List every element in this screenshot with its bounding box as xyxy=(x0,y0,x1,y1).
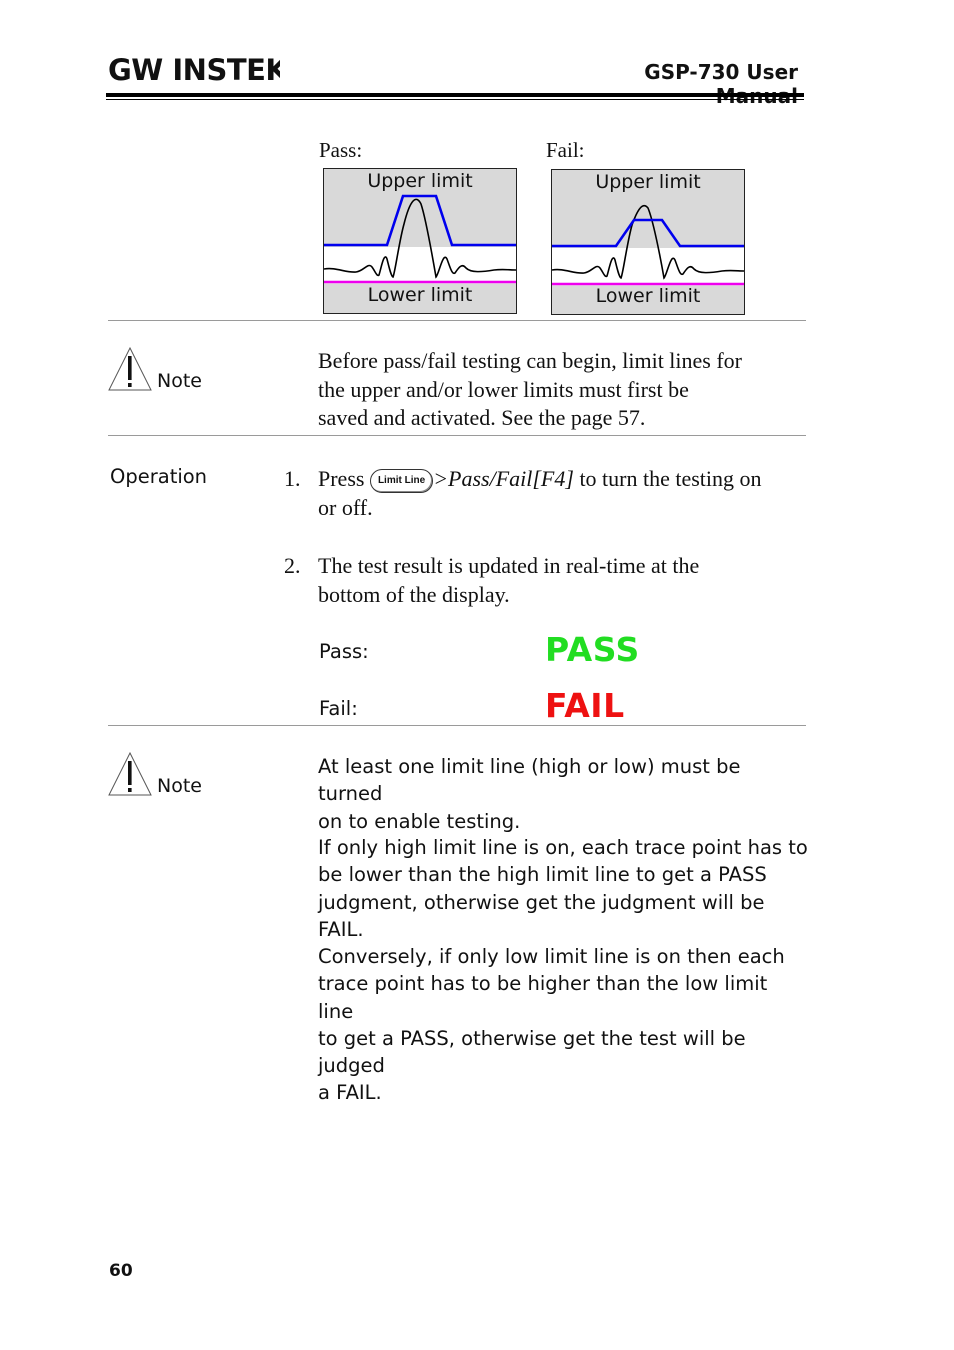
fail-limit-diagram xyxy=(551,169,745,315)
step2-line: bottom of the display. xyxy=(318,581,510,607)
step1-line2: or off. xyxy=(318,495,373,520)
note2-line: trace point has to be higher than the low limit line xyxy=(318,972,768,1023)
note2-para1 xyxy=(318,753,808,835)
fail-diagram-label: Fail: xyxy=(546,138,585,162)
note1-line: the upper and/or lower limits must first be xyxy=(318,376,689,402)
step1-press: Press xyxy=(318,466,365,491)
note2-line: If only high limit line is on, each trace point has to xyxy=(318,836,808,859)
note1-line: Before pass/fail testing can begin, limit lines for xyxy=(318,348,743,373)
note2-line: be lower than the high limit line to get a PASS xyxy=(318,863,767,887)
step2-text xyxy=(318,552,808,609)
limit-line-key[interactable]: Limit Line xyxy=(370,469,433,493)
note2-line: to get a PASS, otherwise get the test will be judged xyxy=(318,1026,746,1078)
note2-line: on to enable testing. xyxy=(318,809,521,833)
note-label: Note xyxy=(157,370,202,392)
note2-line: Conversely, if only low limit line is on then each xyxy=(318,945,785,968)
page-number: 60 xyxy=(109,1261,133,1281)
lower-limit-label: Lower limit xyxy=(367,284,473,306)
fail-badge: FAIL xyxy=(545,686,625,725)
lower-limit-label: Lower limit xyxy=(595,285,701,307)
header-rule-thin xyxy=(106,99,804,100)
section-divider xyxy=(108,725,806,726)
pass-diagram-label: Pass: xyxy=(319,138,363,162)
note1-line: saved and activated. See the page 57. xyxy=(318,405,646,430)
note2-line: a FAIL. xyxy=(318,1081,382,1105)
pass-fail-softkey: >Pass/Fail[F4] xyxy=(433,466,574,491)
upper-limit-label: Upper limit xyxy=(595,171,701,193)
result-fail-label: Fail: xyxy=(319,697,358,720)
step1-text xyxy=(318,465,808,494)
upper-limit-line xyxy=(552,220,744,246)
note2-para3 xyxy=(318,943,808,1107)
step1-tail: to turn the testing on xyxy=(579,466,762,491)
warning-icon xyxy=(108,347,152,391)
brand-logo xyxy=(108,52,280,86)
step2-line: The test result is updated in real-time at the xyxy=(318,553,700,578)
note1-text xyxy=(318,347,808,433)
pass-limit-diagram xyxy=(323,168,517,314)
manual-title: GSP-730 User xyxy=(644,60,798,84)
step1-number: 1. xyxy=(284,466,301,491)
step2-number: 2. xyxy=(284,553,301,578)
svg-text:GW INSTEK: GW INSTEK xyxy=(108,53,280,86)
note2-para2 xyxy=(318,834,808,943)
upper-limit-label: Upper limit xyxy=(367,170,473,192)
pass-badge: PASS xyxy=(545,630,640,669)
warning-icon xyxy=(108,752,152,796)
operation-label: Operation xyxy=(110,465,208,488)
header-rule xyxy=(106,93,804,97)
section-divider xyxy=(108,435,806,436)
section-divider xyxy=(108,320,806,321)
note2-line: At least one limit line (high or low) must be turned xyxy=(318,755,741,806)
note2-line: judgment, otherwise get the judgment will be FAIL. xyxy=(318,890,765,941)
note-label: Note xyxy=(157,775,202,797)
result-pass-label: Pass: xyxy=(319,640,369,663)
